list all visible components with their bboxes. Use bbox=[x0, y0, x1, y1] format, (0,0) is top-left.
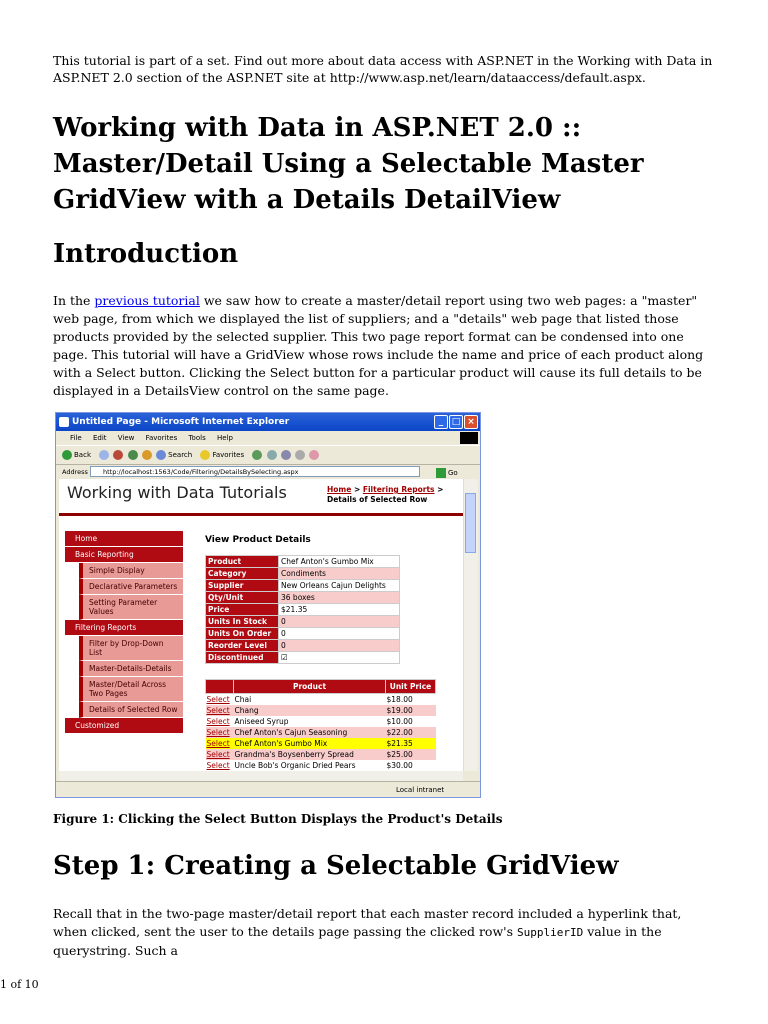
supplierid-code: SupplierID bbox=[516, 926, 584, 939]
grid-unit-price: $22.00 bbox=[386, 727, 436, 738]
previous-tutorial-link[interactable]: previous tutorial bbox=[94, 293, 200, 308]
introduction-paragraph bbox=[53, 292, 715, 400]
sidebar-item-basic-reporting[interactable]: Basic Reporting bbox=[65, 547, 183, 563]
details-row bbox=[206, 556, 400, 568]
go-button[interactable] bbox=[436, 466, 458, 480]
ie-toolbar bbox=[56, 445, 480, 465]
breadcrumb-separator: > bbox=[351, 485, 363, 494]
header-rule bbox=[59, 513, 463, 516]
table-row bbox=[206, 705, 436, 716]
details-field-label: Discontinued bbox=[206, 652, 279, 664]
page-title: Working with Data in ASP.NET 2.0 :: Master/Detail Using a Selectable Master GridView with a Details DetailView bbox=[53, 113, 644, 215]
sidebar-item-declarative-parameters[interactable]: Declarative Parameters bbox=[79, 579, 183, 595]
table-row bbox=[206, 727, 436, 738]
grid-select-link[interactable]: Select bbox=[206, 717, 230, 726]
vertical-scrollbar[interactable] bbox=[463, 479, 478, 771]
grid-select-link[interactable]: Select bbox=[206, 738, 234, 749]
sidebar-item-setting-parameter-values[interactable]: Setting Parameter Values bbox=[79, 595, 183, 620]
horizontal-scrollbar[interactable] bbox=[59, 771, 463, 781]
sidebar-item-filtering-reports[interactable]: Filtering Reports bbox=[65, 620, 183, 636]
details-row bbox=[206, 640, 400, 652]
details-row bbox=[206, 592, 400, 604]
table-row bbox=[206, 749, 436, 760]
step1-text-rest: value in the querystring. Such a bbox=[53, 924, 662, 958]
details-field-value: New Orleans Cajun Delights bbox=[279, 580, 400, 592]
menu-tools[interactable]: Tools bbox=[188, 434, 206, 442]
grid-product-name: Chang bbox=[234, 705, 386, 716]
site-title: Working with Data Tutorials bbox=[67, 483, 287, 502]
grid-product-name: Uncle Bob's Organic Dried Pears bbox=[234, 761, 356, 770]
sidebar-item-simple-display[interactable]: Simple Display bbox=[79, 563, 183, 579]
sidebar-item-master-details-details[interactable]: Master-Details-Details bbox=[79, 661, 183, 677]
products-gridview bbox=[205, 679, 436, 771]
grid-product-name: Chai bbox=[234, 695, 252, 704]
search-icon[interactable] bbox=[156, 450, 166, 460]
sidebar-item-home[interactable]: Home bbox=[65, 531, 183, 547]
grid-header-product: Product bbox=[234, 680, 386, 694]
status-bar bbox=[56, 781, 480, 798]
grid-header-unit-price: Unit Price bbox=[386, 680, 436, 694]
details-row bbox=[206, 568, 400, 580]
sidebar-item-master-detail-two-pages[interactable]: Master/Detail Across Two Pages bbox=[79, 677, 183, 702]
details-view bbox=[205, 555, 400, 664]
grid-product-name: Chef Anton's Gumbo Mix bbox=[234, 738, 386, 749]
details-field-label: Supplier bbox=[206, 580, 279, 592]
grid-product-name: Chef Anton's Cajun Seasoning bbox=[234, 727, 386, 738]
details-field-value: 0 bbox=[279, 640, 400, 652]
details-heading: View Product Details bbox=[205, 535, 311, 545]
go-arrow-icon bbox=[436, 468, 446, 478]
details-field-label: Product bbox=[206, 556, 279, 568]
stop-icon[interactable] bbox=[113, 450, 123, 460]
grid-header-row bbox=[206, 680, 436, 694]
page-number: 1 of 10 bbox=[0, 978, 39, 991]
details-field-value: 36 boxes bbox=[279, 592, 400, 604]
grid-unit-price: $18.00 bbox=[386, 695, 413, 704]
details-field-label: Units In Stock bbox=[206, 616, 279, 628]
edit-icon[interactable] bbox=[309, 450, 319, 460]
details-row bbox=[206, 580, 400, 592]
grid-select-link[interactable]: Select bbox=[206, 727, 234, 738]
details-field-label: Price bbox=[206, 604, 279, 616]
details-field-label: Qty/Unit bbox=[206, 592, 279, 604]
ie-title-bar bbox=[56, 413, 480, 431]
sidebar-menu bbox=[65, 531, 183, 734]
table-row bbox=[206, 694, 436, 706]
history-icon[interactable] bbox=[267, 450, 277, 460]
menu-file[interactable]: File bbox=[70, 434, 82, 442]
grid-unit-price: $30.00 bbox=[386, 761, 413, 770]
maximize-icon[interactable]: □ bbox=[449, 415, 463, 429]
breadcrumb-current: Details of Selected Row bbox=[327, 495, 428, 504]
minimize-icon[interactable]: _ bbox=[434, 415, 448, 429]
mail-icon[interactable] bbox=[281, 450, 291, 460]
windows-logo-icon bbox=[460, 432, 478, 444]
close-icon[interactable]: × bbox=[464, 415, 478, 429]
intro-text-rest: we saw how to create a master/detail report using two web pages: a "master" web page, from which we displayed the list of suppliers; and a "details" web page that listed those products provided by the selected supplier. This two page report format can be condensed into one page. This tutorial will have a GridView whose rows include the name and price of each product along with a Select button. Clicking the Select button for a particular product will cause its full details to be displayed in a DetailsView control on the same page. bbox=[53, 293, 704, 398]
menu-view[interactable]: View bbox=[117, 434, 135, 442]
refresh-icon[interactable] bbox=[128, 450, 138, 460]
details-field-label: Category bbox=[206, 568, 279, 580]
window-title: Untitled Page - Microsoft Internet Explorer bbox=[72, 417, 290, 427]
scroll-thumb[interactable] bbox=[465, 493, 476, 553]
back-arrow-icon[interactable] bbox=[62, 450, 72, 460]
breadcrumb bbox=[327, 485, 443, 505]
grid-select-link[interactable]: Select bbox=[206, 761, 230, 770]
tutorial-set-note: This tutorial is part of a set. Find out more about data access with ASP.NET in the Working with Data in ASP.NET 2.0 section of the ASP.NET site at http://www.asp.net/learn/dataaccess/default.aspx. bbox=[53, 53, 713, 85]
menu-favorites[interactable]: Favorites bbox=[145, 434, 178, 442]
grid-select-link[interactable]: Select bbox=[206, 749, 234, 760]
details-row bbox=[206, 604, 400, 616]
details-field-value: Condiments bbox=[279, 568, 400, 580]
favorites-star-icon[interactable] bbox=[200, 450, 210, 460]
forward-arrow-icon[interactable] bbox=[99, 450, 109, 460]
introduction-heading: Introduction bbox=[53, 239, 239, 269]
breadcrumb-home-link[interactable]: Home bbox=[327, 485, 352, 494]
sidebar-item-customized[interactable]: Customized bbox=[65, 718, 183, 734]
address-input[interactable]: http://localhost:1563/Code/Filtering/DetailsBySelecting.aspx bbox=[90, 466, 420, 477]
search-button[interactable]: Search bbox=[168, 451, 193, 459]
grid-header-select bbox=[206, 680, 234, 694]
ie-logo-icon bbox=[59, 417, 69, 427]
back-button[interactable]: Back bbox=[74, 451, 91, 459]
details-row bbox=[206, 652, 400, 664]
details-field-value: $21.35 bbox=[279, 604, 400, 616]
step1-heading: Step 1: Creating a Selectable GridView bbox=[53, 851, 619, 881]
zone-label: Local intranet bbox=[396, 786, 445, 794]
browser-screenshot-figure bbox=[55, 412, 481, 798]
step1-text-start: Recall that in the two-page master/detail report that each master record included a hyperlink that, when clicked, sent the user to the details page passing the clicked row's bbox=[53, 906, 682, 939]
home-icon[interactable] bbox=[142, 450, 152, 460]
print-icon[interactable] bbox=[295, 450, 305, 460]
menu-edit[interactable]: Edit bbox=[92, 434, 107, 442]
details-row bbox=[206, 616, 400, 628]
details-field-value: ☑ bbox=[279, 652, 400, 664]
sidebar-item-filter-by-dropdown[interactable]: Filter by Drop-Down List bbox=[79, 636, 183, 661]
grid-unit-price: $25.00 bbox=[386, 749, 436, 760]
grid-unit-price: $10.00 bbox=[386, 717, 413, 726]
grid-select-link[interactable]: Select bbox=[206, 695, 230, 704]
details-field-label: Reorder Level bbox=[206, 640, 279, 652]
table-row bbox=[206, 760, 436, 771]
ie-address-bar bbox=[56, 465, 480, 479]
details-field-value: 0 bbox=[279, 628, 400, 640]
details-field-value: 0 bbox=[279, 616, 400, 628]
ie-menu-bar bbox=[56, 431, 480, 445]
favorites-button[interactable]: Favorites bbox=[212, 451, 245, 459]
grid-unit-price: $19.00 bbox=[386, 705, 436, 716]
grid-unit-price: $21.35 bbox=[386, 738, 436, 749]
intro-text-start: In the bbox=[53, 293, 95, 308]
browser-page-content bbox=[59, 479, 463, 771]
table-row bbox=[206, 716, 436, 727]
grid-product-name: Grandma's Boysenberry Spread bbox=[234, 749, 386, 760]
grid-product-name: Aniseed Syrup bbox=[234, 717, 289, 726]
breadcrumb-filtering-link[interactable]: Filtering Reports bbox=[362, 485, 435, 494]
go-label: Go bbox=[448, 469, 458, 477]
details-field-value: Chef Anton's Gumbo Mix bbox=[279, 556, 400, 568]
sidebar-item-details-of-selected-row[interactable]: Details of Selected Row bbox=[79, 702, 183, 718]
table-row bbox=[206, 738, 436, 749]
address-label: Address bbox=[62, 468, 88, 476]
step1-paragraph bbox=[53, 905, 715, 960]
details-field-label: Units On Order bbox=[206, 628, 279, 640]
figure-caption: Figure 1: Clicking the Select Button Displays the Product's Details bbox=[53, 812, 503, 826]
menu-help[interactable]: Help bbox=[216, 434, 233, 442]
media-icon[interactable] bbox=[252, 450, 262, 460]
breadcrumb-separator: > bbox=[434, 485, 444, 494]
details-row bbox=[206, 628, 400, 640]
grid-select-link[interactable]: Select bbox=[206, 705, 234, 716]
